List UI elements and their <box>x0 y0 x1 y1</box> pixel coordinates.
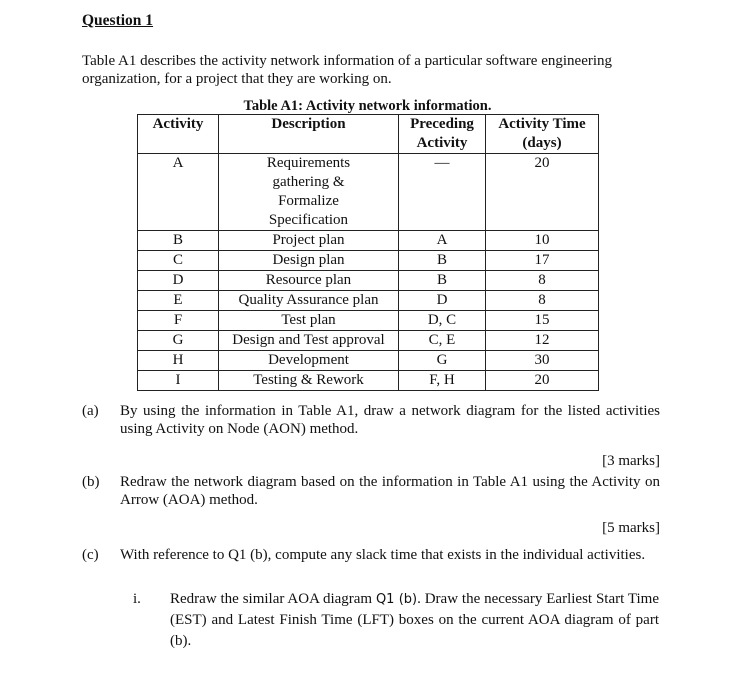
part-c-i-text <box>170 589 659 652</box>
cell-description: Development <box>219 351 399 371</box>
cell-preceding: C, E <box>399 331 486 351</box>
part-b-label: (b) <box>82 474 100 490</box>
cell-activity: A <box>138 154 219 231</box>
cell-time: 30 <box>486 351 599 371</box>
table-row <box>138 231 599 251</box>
cell-description: Design and Test approval <box>219 331 399 351</box>
part-c-text: With reference to Q1 (b), compute any slack time that exists in the individual activities. <box>120 547 646 563</box>
intro-paragraph: Table A1 describes the activity network information of a particular software engineering organization, for a project that they are working on. <box>82 53 613 87</box>
part-c <box>82 546 660 564</box>
table-header-row <box>138 115 599 154</box>
table-row <box>138 371 599 391</box>
cell-time: 20 <box>486 371 599 391</box>
part-a-label: (a) <box>82 403 99 419</box>
table-row <box>138 154 599 231</box>
cell-preceding: A <box>399 231 486 251</box>
table-row <box>138 311 599 331</box>
cell-preceding: F, H <box>399 371 486 391</box>
table-row <box>138 251 599 271</box>
part-b <box>82 473 660 509</box>
header-description: Description <box>219 115 399 154</box>
cell-activity: E <box>138 291 219 311</box>
part-a-marks: [3 marks] <box>602 453 660 469</box>
table-row <box>138 271 599 291</box>
part-b-marks: [5 marks] <box>602 520 660 536</box>
cell-description: Design plan <box>219 251 399 271</box>
part-c-i-text-before: Redraw the similar AOA diagram <box>170 591 376 607</box>
cell-activity: B <box>138 231 219 251</box>
activity-table <box>137 114 599 391</box>
header-time: Activity Time (days) <box>486 115 599 154</box>
part-a-text: By using the information in Table A1, draw a network diagram for the listed activities using Activity on Node (AON) method. <box>120 403 660 437</box>
table-row <box>138 351 599 371</box>
table-row <box>138 291 599 311</box>
part-c-i <box>133 589 659 652</box>
question-title: Question 1 <box>82 12 154 29</box>
cell-preceding: — <box>399 154 486 231</box>
table-caption: Table A1: Activity network information. <box>243 98 492 114</box>
cell-time: 15 <box>486 311 599 331</box>
part-b-text: Redraw the network diagram based on the information in Table A1 using the Activity on Arrow (AOA) method. <box>120 474 660 508</box>
cell-time: 20 <box>486 154 599 231</box>
part-c-label: (c) <box>82 547 99 563</box>
cell-description: Requirements gathering & Formalize Specification <box>219 154 399 231</box>
cell-preceding: D, C <box>399 311 486 331</box>
cell-description: Resource plan <box>219 271 399 291</box>
header-activity: Activity <box>138 115 219 154</box>
cell-activity: G <box>138 331 219 351</box>
part-c-i-text-after: . Draw the necessary Earliest Start Time (EST) and Latest Finish Time (LFT) boxes on the current AOA diagram of part (b). <box>170 591 659 649</box>
cell-description: Quality Assurance plan <box>219 291 399 311</box>
cell-activity: F <box>138 311 219 331</box>
cell-activity: D <box>138 271 219 291</box>
cell-time: 8 <box>486 291 599 311</box>
cell-description: Test plan <box>219 311 399 331</box>
cell-description: Testing & Rework <box>219 371 399 391</box>
cell-preceding: G <box>399 351 486 371</box>
cell-activity: I <box>138 371 219 391</box>
cell-activity: C <box>138 251 219 271</box>
cell-preceding: B <box>399 251 486 271</box>
cell-time: 10 <box>486 231 599 251</box>
part-c-i-ref: Q1 (b) <box>375 592 418 607</box>
part-a <box>82 402 660 438</box>
part-c-i-label: i. <box>133 591 141 607</box>
cell-time: 17 <box>486 251 599 271</box>
cell-preceding: B <box>399 271 486 291</box>
cell-time: 12 <box>486 331 599 351</box>
cell-description: Project plan <box>219 231 399 251</box>
table-row <box>138 331 599 351</box>
cell-activity: H <box>138 351 219 371</box>
cell-time: 8 <box>486 271 599 291</box>
cell-preceding: D <box>399 291 486 311</box>
header-preceding: Preceding Activity <box>399 115 486 154</box>
